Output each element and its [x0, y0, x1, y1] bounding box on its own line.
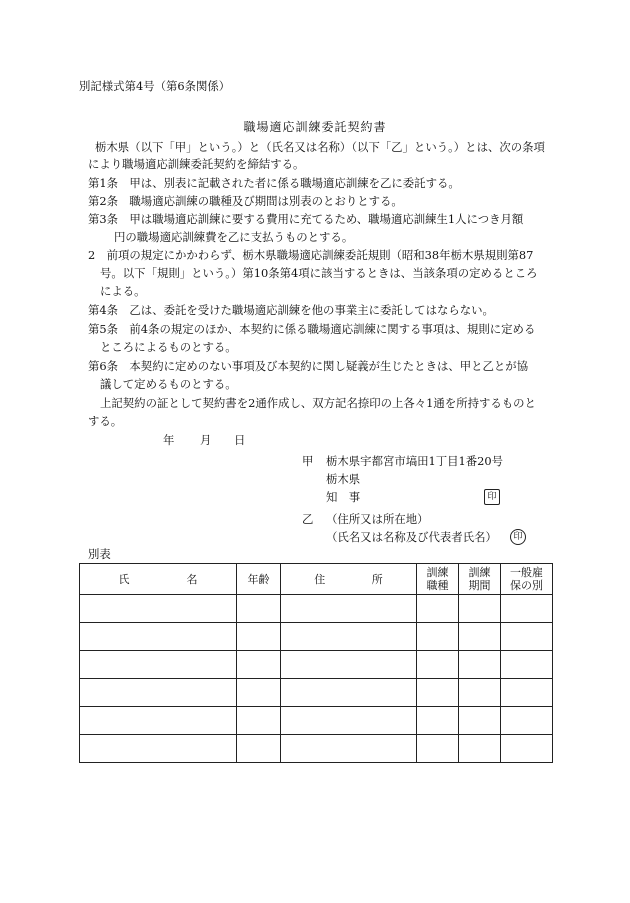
article-5-line-2: ところによるものとする。: [100, 340, 237, 354]
party-a-label: 甲: [302, 454, 314, 468]
date-year: 年: [163, 433, 175, 447]
article-5-line-1: 第5条 前4条の規定のほか、本契約に係る職場適応訓練に関する事項は、規則に定める: [88, 322, 536, 336]
table-cell: [417, 735, 459, 763]
header-name: 氏 名: [80, 564, 237, 595]
table-cell: [237, 679, 281, 707]
table-cell: [281, 595, 417, 623]
table-cell: [237, 707, 281, 735]
date-day: 日: [234, 433, 246, 447]
table-cell: [281, 623, 417, 651]
table-cell: [459, 623, 501, 651]
table-cell: [459, 735, 501, 763]
table-cell: [417, 707, 459, 735]
table-cell: [80, 623, 237, 651]
party-a-title: 知 事: [326, 490, 361, 504]
seal-mark: 印: [510, 529, 526, 545]
party-b-label: 乙: [302, 512, 314, 526]
table-cell: [501, 679, 553, 707]
article-3-para2-line-3: による。: [100, 284, 146, 298]
table-cell: [80, 735, 237, 763]
article-3-para2-line-2: 号。以下「規則」という。）第10条第4項に該当するときは、当該条項の定めるところ: [100, 266, 538, 280]
article-4: 第4条 乙は、委託を受けた職場適応訓練を他の事業主に委託してはならない。: [88, 303, 494, 317]
table-cell: [281, 735, 417, 763]
table-cell: [417, 651, 459, 679]
table-cell: [459, 595, 501, 623]
table-cell: [501, 707, 553, 735]
table-row: [80, 595, 553, 623]
party-b-name: （氏名又は名称及び代表者氏名）: [326, 530, 497, 544]
table-cell: [237, 623, 281, 651]
article-3-line-2: 円の職場適応訓練費を乙に支払うものとする。: [114, 230, 354, 244]
header-job-type: 訓練 職種: [417, 564, 459, 595]
party-a-name: 栃木県: [326, 472, 361, 486]
article-1: 第1条 甲は、別表に記載された者に係る職場適応訓練を乙に委託する。: [88, 176, 460, 190]
table-cell: [80, 595, 237, 623]
table-cell: [281, 679, 417, 707]
table-row: [80, 623, 553, 651]
table-label: 別表: [88, 547, 111, 561]
seal-mark: 印: [484, 489, 500, 505]
table-header-row: [80, 564, 553, 595]
header-age: 年齢: [237, 564, 281, 595]
party-b-address: （住所又は所在地）: [326, 512, 429, 526]
table-cell: [459, 707, 501, 735]
article-3-line-1: 第3条 甲は職場適応訓練に要する費用に充てるため、職場適応訓練生1人につき月額: [88, 212, 524, 226]
party-a-seal: [484, 489, 500, 505]
header-address: 住 所: [281, 564, 417, 595]
header-period: 訓練 期間: [459, 564, 501, 595]
closing-line-2: する。: [88, 414, 123, 428]
trainee-table: [79, 563, 553, 763]
party-b-seal: [510, 529, 526, 545]
table-cell: [80, 707, 237, 735]
table-cell: [501, 651, 553, 679]
intro-line-1: 栃木県（以下「甲」という。）と（氏名又は名称）（以下「乙」という。）とは、次の条項: [95, 140, 545, 154]
table-row: [80, 651, 553, 679]
table-cell: [237, 735, 281, 763]
date-month: 月: [200, 433, 212, 447]
article-2: 第2条 職場適応訓練の職種及び期間は別表のとおりとする。: [88, 194, 403, 208]
table-cell: [281, 651, 417, 679]
table-row: [80, 679, 553, 707]
form-number: 別記様式第4号（第6条関係）: [79, 79, 231, 93]
table-cell: [237, 651, 281, 679]
table-cell: [281, 707, 417, 735]
table-row: [80, 735, 553, 763]
article-3-para2-line-1: 2 前項の規定にかかわらず、栃木県職場適応訓練委託規則（昭和38年栃木県規則第87: [88, 248, 534, 262]
article-6-line-2: 議して定めるものとする。: [100, 377, 237, 391]
closing-line-1: 上記契約の証として契約書を2通作成し、双方記名捺印の上各々1通を所持するものと: [100, 396, 536, 410]
header-insurance: 一般雇 保の別: [501, 564, 553, 595]
table-cell: [80, 679, 237, 707]
table-cell: [459, 651, 501, 679]
table-cell: [417, 623, 459, 651]
table-cell: [237, 595, 281, 623]
table-cell: [417, 679, 459, 707]
table-cell: [459, 679, 501, 707]
table-row: [80, 707, 553, 735]
table-cell: [501, 735, 553, 763]
party-a-address: 栃木県宇都宮市塙田1丁目1番20号: [326, 454, 504, 468]
table-cell: [501, 595, 553, 623]
table-cell: [80, 651, 237, 679]
article-6-line-1: 第6条 本契約に定めのない事項及び本契約に関し疑義が生じたときは、甲と乙とが協: [88, 359, 529, 373]
table-cell: [501, 623, 553, 651]
intro-line-2: により職場適応訓練委託契約を締結する。: [88, 157, 305, 171]
table-cell: [417, 595, 459, 623]
document-title: 職場適応訓練委託契約書: [243, 120, 387, 134]
